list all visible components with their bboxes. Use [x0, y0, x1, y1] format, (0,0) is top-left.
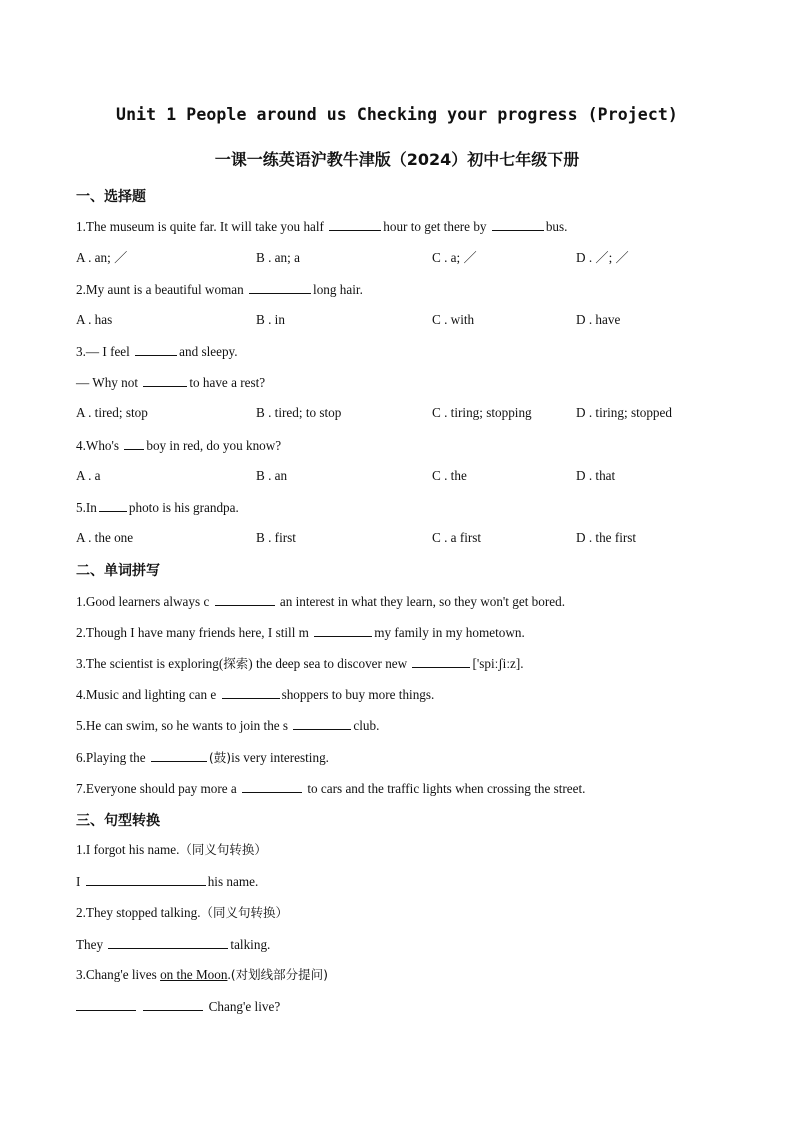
spelling-3 — [76, 654, 524, 673]
t3-question: 3.Chang'e lives — [76, 967, 161, 982]
q3-text-post2: to have a rest? — [189, 375, 266, 390]
answer-blank[interactable] — [86, 872, 206, 886]
q3-text-post: and sleepy. — [179, 344, 238, 359]
q1-text-mid: hour to get there by — [383, 219, 490, 234]
w7-text-post: to cars and the traffic lights when crossing the street. — [304, 781, 586, 796]
w3-text-pre: 3.The scientist is exploring( — [76, 656, 224, 671]
w3-text-mid: ) the deep sea to discover new — [248, 656, 411, 671]
option-a[interactable]: A . a — [76, 468, 101, 483]
answer-blank[interactable] — [151, 748, 207, 762]
w3-cjk-hint: 探索 — [223, 656, 249, 671]
w7-text-pre: 7.Everyone should pay more a — [76, 781, 241, 796]
transform-2 — [76, 904, 288, 922]
option-c[interactable]: C . a first — [432, 530, 482, 545]
w2-text-post: my family in my hometown. — [374, 625, 525, 640]
t3-question-end: . — [227, 967, 231, 982]
w5-text-pre: 5.He can swim, so he wants to join the s — [76, 718, 292, 733]
spelling-2 — [76, 623, 525, 642]
w6-cjk-hint: (鼓) — [208, 750, 232, 765]
transform-3-answer — [76, 997, 280, 1016]
q3-text-pre2: — Why not — [76, 375, 142, 390]
t1-instruction: （同义句转换） — [179, 842, 267, 857]
t3-instruction: (对划线部分提问) — [230, 967, 329, 982]
spelling-5 — [76, 716, 379, 735]
answer-blank[interactable] — [492, 217, 544, 231]
page-subtitle: 一课一练英语沪教牛津版（2024）初中七年级下册 — [214, 150, 580, 169]
option-b[interactable]: B . first — [256, 530, 296, 545]
t3-underlined-phrase: on the Moon — [160, 967, 228, 982]
answer-blank[interactable] — [249, 280, 311, 294]
q3-text-pre: 3.— I feel — [76, 344, 134, 359]
w6-text-post: is very interesting. — [231, 750, 329, 765]
q2-text-post: long hair. — [313, 282, 363, 297]
question-3-reply — [76, 373, 265, 392]
option-b[interactable]: B . in — [256, 312, 285, 327]
q4-text-post: boy in red, do you know? — [146, 438, 282, 453]
answer-blank[interactable] — [314, 623, 372, 637]
w2-text-pre: 2.Though I have many friends here, I still m — [76, 625, 313, 640]
answer-blank[interactable] — [412, 654, 470, 668]
option-b[interactable]: B . an; a — [256, 250, 300, 265]
transform-1-answer — [76, 872, 258, 891]
option-c[interactable]: C . a; ／ — [432, 250, 477, 265]
transform-2-answer — [76, 935, 270, 954]
answer-blank[interactable] — [124, 436, 144, 450]
section-heading-multiple-choice: 一、选择题 — [76, 189, 146, 205]
option-c[interactable]: C . with — [432, 312, 475, 327]
spelling-1 — [76, 592, 565, 611]
w1-text-post: an interest in what they learn, so they won't get bored. — [276, 594, 565, 609]
question-1 — [76, 217, 567, 236]
t3-answer-post: Chang'e live? — [205, 999, 281, 1014]
option-d[interactable]: D . have — [576, 312, 621, 327]
t2-answer-pre: They — [76, 937, 107, 952]
option-c[interactable]: C . tiring; stopping — [432, 405, 532, 420]
q1-text-pre: 1.The museum is quite far. It will take you half — [76, 219, 328, 234]
answer-blank[interactable] — [135, 342, 177, 356]
page-title: Unit 1 People around us Checking your progress (Project) — [116, 105, 678, 124]
q1-text-post: bus. — [545, 219, 568, 234]
answer-blank[interactable] — [108, 935, 228, 949]
t1-answer-post: his name. — [207, 874, 259, 889]
t1-question: 1.I forgot his name. — [76, 842, 180, 857]
transform-3 — [76, 966, 328, 984]
w6-text-pre: 6.Playing the — [76, 750, 149, 765]
answer-blank[interactable] — [143, 373, 187, 387]
w4-text-pre: 4.Music and lighting can e — [76, 687, 220, 702]
option-a[interactable]: A . the one — [76, 530, 134, 545]
answer-blank[interactable] — [293, 716, 351, 730]
question-3 — [76, 342, 238, 361]
section-heading-transformation: 三、句型转换 — [76, 813, 160, 829]
answer-blank[interactable] — [329, 217, 381, 231]
option-d[interactable]: D . the first — [576, 530, 637, 545]
answer-blank[interactable] — [222, 685, 280, 699]
question-5 — [76, 498, 239, 517]
q4-text-pre: 4.Who's — [76, 438, 123, 453]
t2-answer-post: talking. — [230, 937, 271, 952]
w5-text-post: club. — [353, 718, 380, 733]
option-a[interactable]: A . tired; stop — [76, 405, 148, 420]
option-d[interactable]: D . that — [576, 468, 616, 483]
answer-blank[interactable] — [76, 997, 136, 1011]
transform-1 — [76, 841, 267, 859]
q2-text-pre: 2.My aunt is a beautiful woman — [76, 282, 248, 297]
option-a[interactable]: A . an; ／ — [76, 250, 128, 265]
t1-answer-pre: I — [76, 874, 84, 889]
q5-text-post: photo is his grandpa. — [128, 500, 239, 515]
t2-question: 2.They stopped talking. — [76, 905, 201, 920]
option-d[interactable]: D . ／; ／ — [576, 250, 629, 265]
question-2 — [76, 280, 363, 299]
answer-blank[interactable] — [143, 997, 203, 1011]
answer-blank[interactable] — [99, 498, 127, 512]
w1-text-pre: 1.Good learners always c — [76, 594, 213, 609]
w4-text-post: shoppers to buy more things. — [281, 687, 435, 702]
question-4 — [76, 436, 281, 455]
answer-blank[interactable] — [242, 779, 302, 793]
q5-text-pre: 5.In — [76, 500, 97, 515]
spelling-7 — [76, 779, 585, 798]
spelling-6 — [76, 748, 329, 767]
option-a[interactable]: A . has — [76, 312, 113, 327]
option-c[interactable]: C . the — [432, 468, 467, 483]
answer-blank[interactable] — [215, 592, 275, 606]
option-b[interactable]: B . an — [256, 468, 288, 483]
option-d[interactable]: D . tiring; stopped — [576, 405, 672, 420]
w3-phonetic: ['spiːʃiːz]. — [472, 656, 524, 671]
section-heading-spelling: 二、单词拼写 — [76, 563, 160, 579]
t2-instruction: （同义句转换） — [200, 905, 289, 920]
option-b[interactable]: B . tired; to stop — [256, 405, 342, 420]
spelling-4 — [76, 685, 434, 704]
